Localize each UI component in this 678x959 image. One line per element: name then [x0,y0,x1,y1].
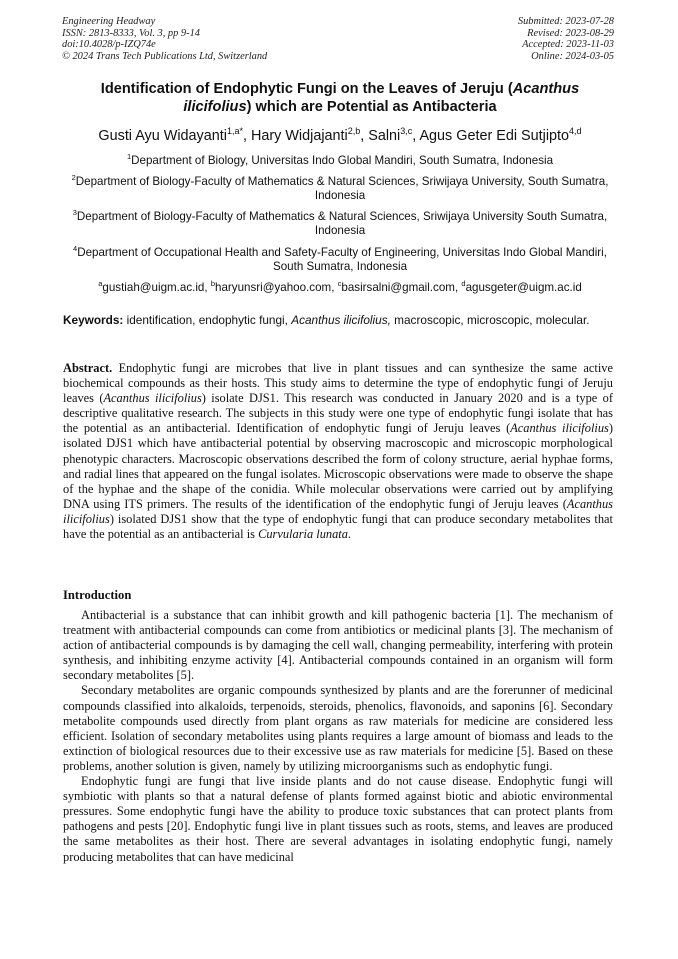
author-sup: 2,b [347,126,361,136]
revised-date: Revised: 2023-08-29 [527,27,614,39]
introduction-body [63,608,613,865]
affiliation-text: Department of Biology-Faculty of Mathematics & Natural Sciences, Sriwijaya University, South Sumatra, Indonesia [75,174,609,203]
abstract-species: Acanthus ilicifolius [63,496,613,526]
doi: doi:10.4028/p-IZQ74e [62,39,156,51]
abstract-text: . [347,527,352,542]
affiliation-text: Department of Biology, Universitas Indo Global Mandiri, South Sumatra, Indonesia [131,153,554,167]
journal-info [62,16,267,62]
email-sup: a [98,279,103,288]
abstract-label: Abstract. [63,361,113,375]
abstract-species: Curvularia lunata [258,527,348,542]
email-sup: b [210,279,216,288]
affiliation [66,242,614,275]
paragraph: Endophytic fungi are fungi that live inside plants and do not cause disease. Endophytic fungi will symbiotic with plants so that a natural defense of plants formed against biotic and abiotic environmental pressures. Some endophytic fungi have the ability to produce toxic substances that can protect plants from pathogens and pests [20]. Endophytic fungi live in plant tissues such as roots, stems, and leaves are produced the same metabolites as their host. There are several advantages in isolating endophytic fungi, namely producing metabolites that can have medicinal [63,774,613,864]
affiliation [66,150,614,168]
title-part2: ) which are Potential as Antibacteria [246,99,497,115]
author-name: Salni [368,127,401,144]
author-name: Agus Geter Edi Sutjipto [419,127,570,144]
journal-name: Engineering Headway [62,16,156,27]
title-part1: Identification of Endophytic Fungi on the Leaves of Jeruju ( [100,81,513,97]
introduction-heading: Introduction [63,588,132,602]
author-sup: 1,a* [226,126,243,136]
dates-info [518,16,614,62]
affiliation-sup: 1 [126,152,132,161]
email-link[interactable]: basirsalni@gmail.com [341,280,455,294]
copyright: © 2024 Trans Tech Publications Ltd, Switzerland [62,50,268,62]
email-link[interactable]: haryunsri@yahoo.com [215,280,332,294]
abstract-text: Endophytic fungi are microbes that live in plant tissues and can synthesize the same active biochemical compounds as their hosts. This study aims to determine the type of endophytic fungi of Jeruju leaves ( [63,361,613,406]
affiliation [66,171,614,204]
keywords-before: identification, endophytic fungi, [126,313,288,327]
author-list: Gusti Ayu Widayanti$^{1,a*}$, Hary Widjajanti$^{2,b}$, Salni$^{3,c}$, Agus Geter Edi Sutjipto$^{4,d}$ [98,126,582,144]
submitted-date: Submitted: 2023-07-28 [517,16,614,27]
author-name: Hary Widjajanti [250,127,348,144]
author-sup: 4,d [569,126,582,136]
abstract-species: Acanthus ilicifolius [510,421,609,436]
issn: ISSN: 2813-8333, Vol. 3, pp 9-14 [62,27,200,39]
accepted-date: Accepted: 2023-11-03 [522,39,614,51]
abstract-text: ) isolated DJS1 show that the type of endophytic fungi that can produce secondary metabolites that have the potential as an antibacterial is [63,511,613,542]
affiliation-sup: 2 [71,173,76,182]
affiliation [66,206,614,239]
title-species: Acanthus ilicifolius [183,81,580,115]
affiliation-text: Department of Biology-Faculty of Mathematics & Natural Sciences, Sriwijaya University South Sumatra, Indonesia [76,209,608,238]
author-name: Gusti Ayu Widayanti [98,127,227,144]
email-sup: c [337,279,342,288]
author-sup: 3,c [400,126,413,136]
keywords [63,313,613,328]
keywords-label: Keywords: [63,313,124,327]
email-sup: d [461,279,466,288]
email-link[interactable]: gustiah@uigm.ac.id [102,280,205,294]
keywords-species: Acanthus ilicifolius, [291,313,391,327]
paragraph: Antibacterial is a substance that can inhibit growth and kill pathogenic bacteria [1]. The mechanism of treatment with antibacterial compounds can come from antibiotics or medicinal plants [3]. The mechanism of action of antibacterial compounds is by damaging the cell wall, changing permeability, interfering with protein synthesis, and inhibiting enzyme activity [4]. Antibacterial compounds contained in an organism will form secondary metabolites [5]. [63,608,613,683]
affiliation-sup: 4 [73,244,78,253]
paragraph: Secondary metabolites are organic compounds synthesized by plants and are the forerunner of medicinal compounds classified into alkaloids, terpenoids, steroids, phenolics, flavonoids, and saponins [6]. Secondary metabolite compounds used directly from plant organs as raw materials for medicine are considered less efficient. Isolation of secondary metabolites using plants requires a large amount of biomass and leads to the extinction of biological resources due to their excessive use as raw materials for medicine [5]. Based on these problems, another solution is given, namely by utilizing microorganisms such as endophytic fungi. [63,683,613,773]
paper-title [70,80,610,116]
abstract-species: Acanthus ilicifolius [103,391,202,406]
abstract-text: ) isolated DJS1 which have antibacterial potential by observing macroscopic and microscopic morphological phenotypic characters. Macroscopic observations described the form of colony structure, aerial hyphae forms, and radial lines that appeared on the fungal isolates. Microscopic observations were made to observe the shape of the hyphae and the shape of the conidia. While molecular observations were carried out by amplifying DNA using ITS primers. The results of the identification of the endophytic fungi of Jeruju leaves ( [63,421,613,511]
abstract-text: ) isolate DJS1. This research was conducted in January 2020 and is a type of descriptive qualitative research. The subjects in this study were one type of endophytic fungi isolate that has the potential as an antibacterial. Identification of endophytic fungi of Jeruju leaves ( [63,391,614,436]
email-list: $^a$gustiah@uigm.ac.id, $^b$haryunsri@yahoo.com, $^c$basirsalni@gmail.com, $^d$agusgeter@uigm.ac.id [98,279,582,294]
email-link[interactable]: agusgeter@uigm.ac.id [465,280,582,294]
affiliation-text: Department of Occupational Health and Safety-Faculty of Engineering, Universitas Indo Global Mandiri, South Sumatra, Indonesia [77,245,607,274]
affiliation-sup: 3 [72,208,77,217]
keywords-after: macroscopic, microscopic, molecular. [394,313,590,327]
online-date: Online: 2024-03-05 [531,50,614,62]
abstract [63,361,613,542]
